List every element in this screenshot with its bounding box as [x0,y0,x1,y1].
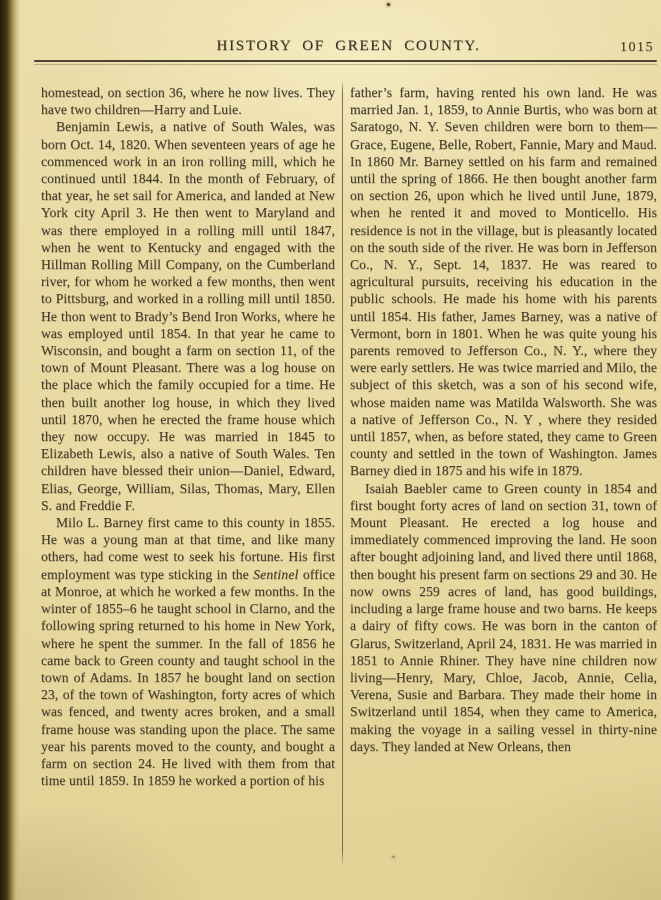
text-run: office at Monroe, at which he worked a few months. In the winter of 1855–6 he taught school in Clarno, and the following spring returned to his home in New York, where he spent the summer. In the fall of 1856 he came back to Green county and taught school in the town of Adams. In 1857 he bought land on section 23, of the town of Washington, forty acres of which was fenced, and twenty acres broken, and a small frame house was standing upon the place. The same year his parents moved to the county, and bought a farm on section 24. He lived with them from that time until 1859. In 1859 he worked a portion of his [41,566,335,789]
column-divider [342,80,343,866]
text-run: homestead, on section 36, where he now lives. They have two children—Harry and Luie. [41,85,335,118]
header-rule [34,60,657,66]
binding-shadow [0,0,20,900]
italic-text-run: Sentinel [253,566,299,582]
text-run: Isaiah Baebler came to Green county in 1854 and first bought forty acres of land on section 31, town of Mount Pleasant. He erected a log house and immediately commenced improving the land. He soon after bought adjoining land, and lived there until 1868, then bought his present farm on sections 29 and 30. He now owns 259 acres of land, has good buildings, including a large frame house and two barns. He keeps a dairy of fifty cows. He was born in the canton of Glarus, Switzerland, April 24, 1831. He was married in 1851 to Annie Rhiner. They have nine children now living—Henry, Mary, Chloe, Jacob, Annie, Celia, Verena, Susie and Barbara. They made their home in Switzerland until 1854, when they came to America, making the voyage in a sailing vessel in thirty-nine days. They landed at New Orleans, then [350,480,657,754]
text-columns [41,78,657,866]
paragraph [41,84,335,118]
rule-thin-line [34,64,657,65]
right-column [350,78,657,755]
page-header [41,38,656,58]
paragraph [41,514,335,789]
text-run: father’s farm, having rented his own land. He was married Jan. 1, 1859, to Annie Burtis, who was born at Saratogo, N. Y. Seven children were born to them—Grace, Eugene, Belle, Robert, Fannie, Mary and Maud. In 1860 Mr. Barney settled on his farm and remained until the spring of 1866. He then bought another farm on section 26, upon which he lived until June, 1879, when he rented it and moved to Monticello. His residence is not in the village, but is pleasantly located on the south side of the river. He was born in Jefferson Co., N. Y., Sept. 14, 1837. He was reared to agricultural pursuits, receiving his education in the public schools. He made his home with his parents until 1854. His father, James Barney, was a native of Vermont, born in 1801. When he was quite young his parents removed to Jefferson Co., N. Y., where they were early settlers. He was twice married and Milo, the subject of this sketch, was a son of his second wife, whose maiden name was Matilda Walsworth. She was a native of Jefferson Co., N. Y , where they resided until 1857, when, as before stated, they came to Green county and settled in the town of Washington. James Barney died in 1875 and his wife in 1879. [350,85,657,479]
paragraph [41,118,335,514]
paragraph [350,84,657,480]
running-title: HISTORY OF GREEN COUNTY. [216,38,481,54]
rule-heavy-line [34,60,657,62]
ink-speck [387,3,390,6]
text-run: Milo L. Barney first came to this county in 1855. He was a young man at that time, and like many others, had come west to seek his fortune. His first employment was type sticking in the [41,515,335,582]
page-number: 1015 [620,40,654,55]
text-run: Benjamin Lewis, a native of South Wales, was born Oct. 14, 1820. When seventeen years of age he commenced work in an iron rolling mill, which he continued until 1844. In the month of February, of that year, he set sail for America, and landed at New York city April 3. He then went to Maryland and was there employed in a rolling mill until 1847, when he went to Kentucky and engaged with the Hillman Rolling Mill Company, on the Cumberland river, for whom he worked a few months, then went to Pittsburg, and worked in a rolling mill until 1850. He thon went to Brady’s Bend Iron Works, where he was employed until 1854. In that year he came to Wisconsin, and bought a farm on section 11, of the town of Mount Pleasant. There was a log house on the place which the family occupied for a time. He then built another log house, in which they lived until 1870, when he erected the frame house which they now occupy. He was married in 1845 to Elizabeth Lewis, also a native of South Wales. Ten children have blessed their union—Daniel, Edward, Elias, George, William, Silas, Thomas, Mary, Ellen S. and Freddie F. [41,119,335,513]
left-column [41,78,335,789]
paragraph [350,480,657,755]
